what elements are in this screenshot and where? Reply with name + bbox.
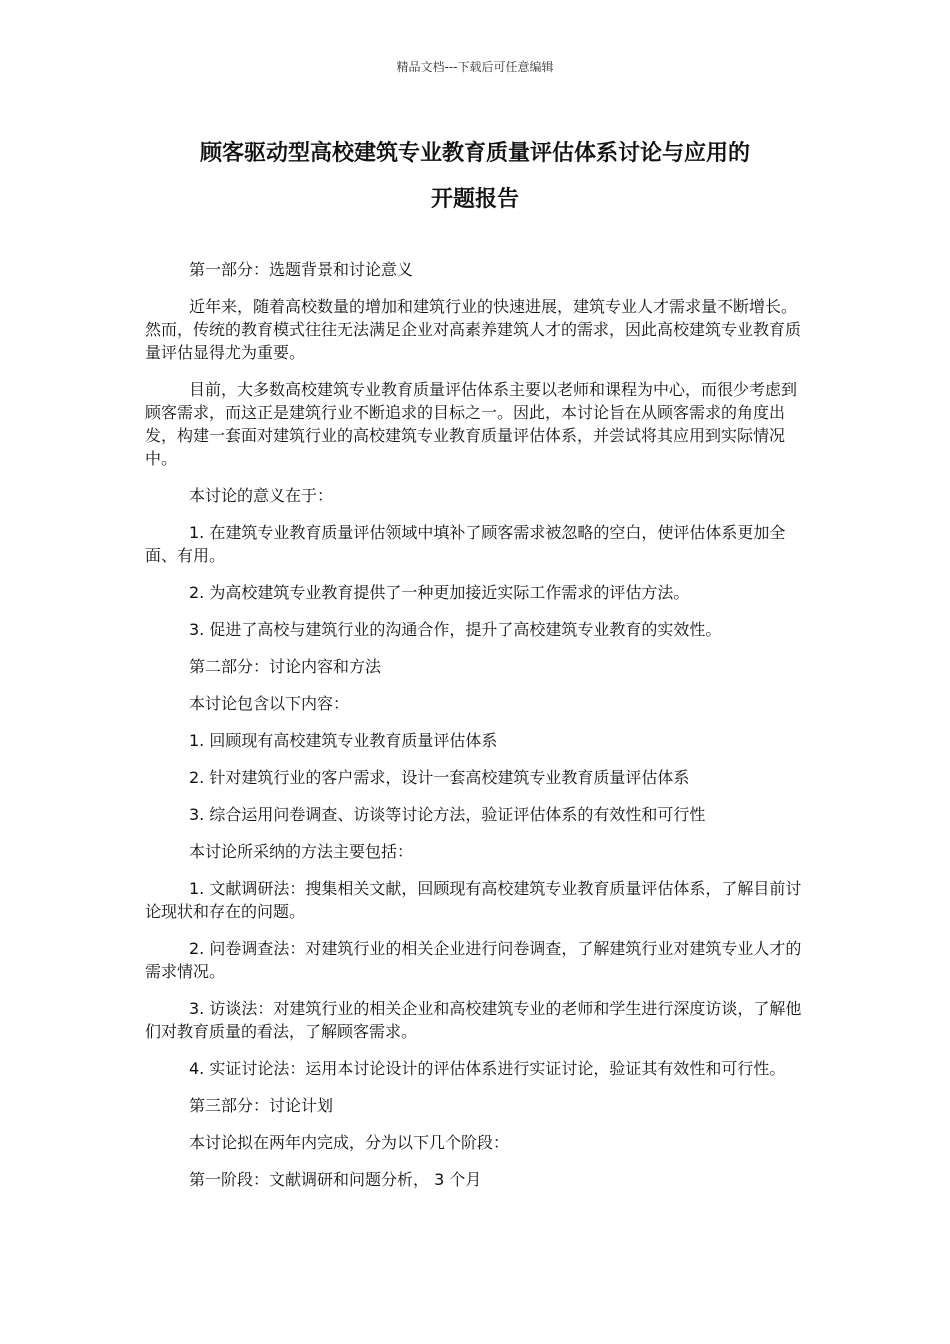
list-item: 2. 问卷调查法：对建筑行业的相关企业进行问卷调查，了解建筑行业对建筑专业人才的需求情况。 — [145, 939, 802, 981]
list-item: 2. 为高校建筑专业教育提供了一种更加接近实际工作需求的评估方法。 — [189, 583, 690, 602]
section-heading-2: 第二部分：讨论内容和方法 — [189, 657, 382, 676]
title-line-2: 开题报告 — [430, 187, 519, 212]
paragraph: 目前，大多数高校建筑专业教育质量评估体系主要以老师和课程为中心，而很少考虑到顾客需求，而这正是建筑行业不断追求的目标之一。因此，本讨论旨在从顾客需求的角度出发，构建一套面对建筑行业的高校建筑专业教育质量评估体系，并尝试将其应用到实际情况中。 — [145, 380, 798, 468]
list-item: 2. 针对建筑行业的客户需求，设计一套高校建筑专业教育质量评估体系 — [189, 768, 690, 787]
title-line-1: 顾客驱动型高校建筑专业教育质量评估体系讨论与应用的 — [199, 141, 750, 166]
list-item: 3. 促进了高校与建筑行业的沟通合作，提升了高校建筑专业教育的实效性。 — [189, 620, 722, 639]
list-item: 3. 访谈法：对建筑行业的相关企业和高校建筑专业的老师和学生进行深度访谈，了解他们对教育质量的看法，了解顾客需求。 — [145, 999, 802, 1041]
list-item: 1. 文献调研法：搜集相关文献，回顾现有高校建筑专业教育质量评估体系，了解目前讨论现状和存在的问题。 — [145, 879, 802, 921]
page-header: 精品文档---下载后可任意编辑 — [396, 60, 554, 74]
document-title — [140, 131, 810, 223]
document-body — [145, 258, 805, 1205]
paragraph: 第一阶段：文献调研和问题分析， 3 个月 — [189, 1170, 482, 1189]
paragraph: 本讨论拟在两年内完成，分为以下几个阶段： — [189, 1133, 510, 1152]
paragraph: 本讨论的意义在于： — [189, 486, 334, 505]
paragraph: 本讨论包含以下内容： — [189, 694, 350, 713]
paragraph: 近年来，随着高校数量的增加和建筑行业的快速进展，建筑专业人才需求量不断增长。然而，传统的教育模式往往无法满足企业对高素养建筑人才的需求，因此高校建筑专业教育质量评估显得尤为重要。 — [145, 297, 802, 362]
list-item: 4. 实证讨论法：运用本讨论设计的评估体系进行实证讨论，验证其有效性和可行性。 — [189, 1059, 786, 1078]
section-heading-1: 第一部分：选题背景和讨论意义 — [189, 260, 414, 279]
list-item: 1. 在建筑专业教育质量评估领域中填补了顾客需求被忽略的空白，使评估体系更加全面、有用。 — [145, 523, 786, 565]
list-item: 3. 综合运用问卷调查、访谈等讨论方法，验证评估体系的有效性和可行性 — [189, 805, 706, 824]
paragraph: 本讨论所采纳的方法主要包括： — [189, 842, 414, 861]
section-heading-3: 第三部分：讨论计划 — [189, 1096, 334, 1115]
list-item: 1. 回顾现有高校建筑专业教育质量评估体系 — [189, 731, 498, 750]
